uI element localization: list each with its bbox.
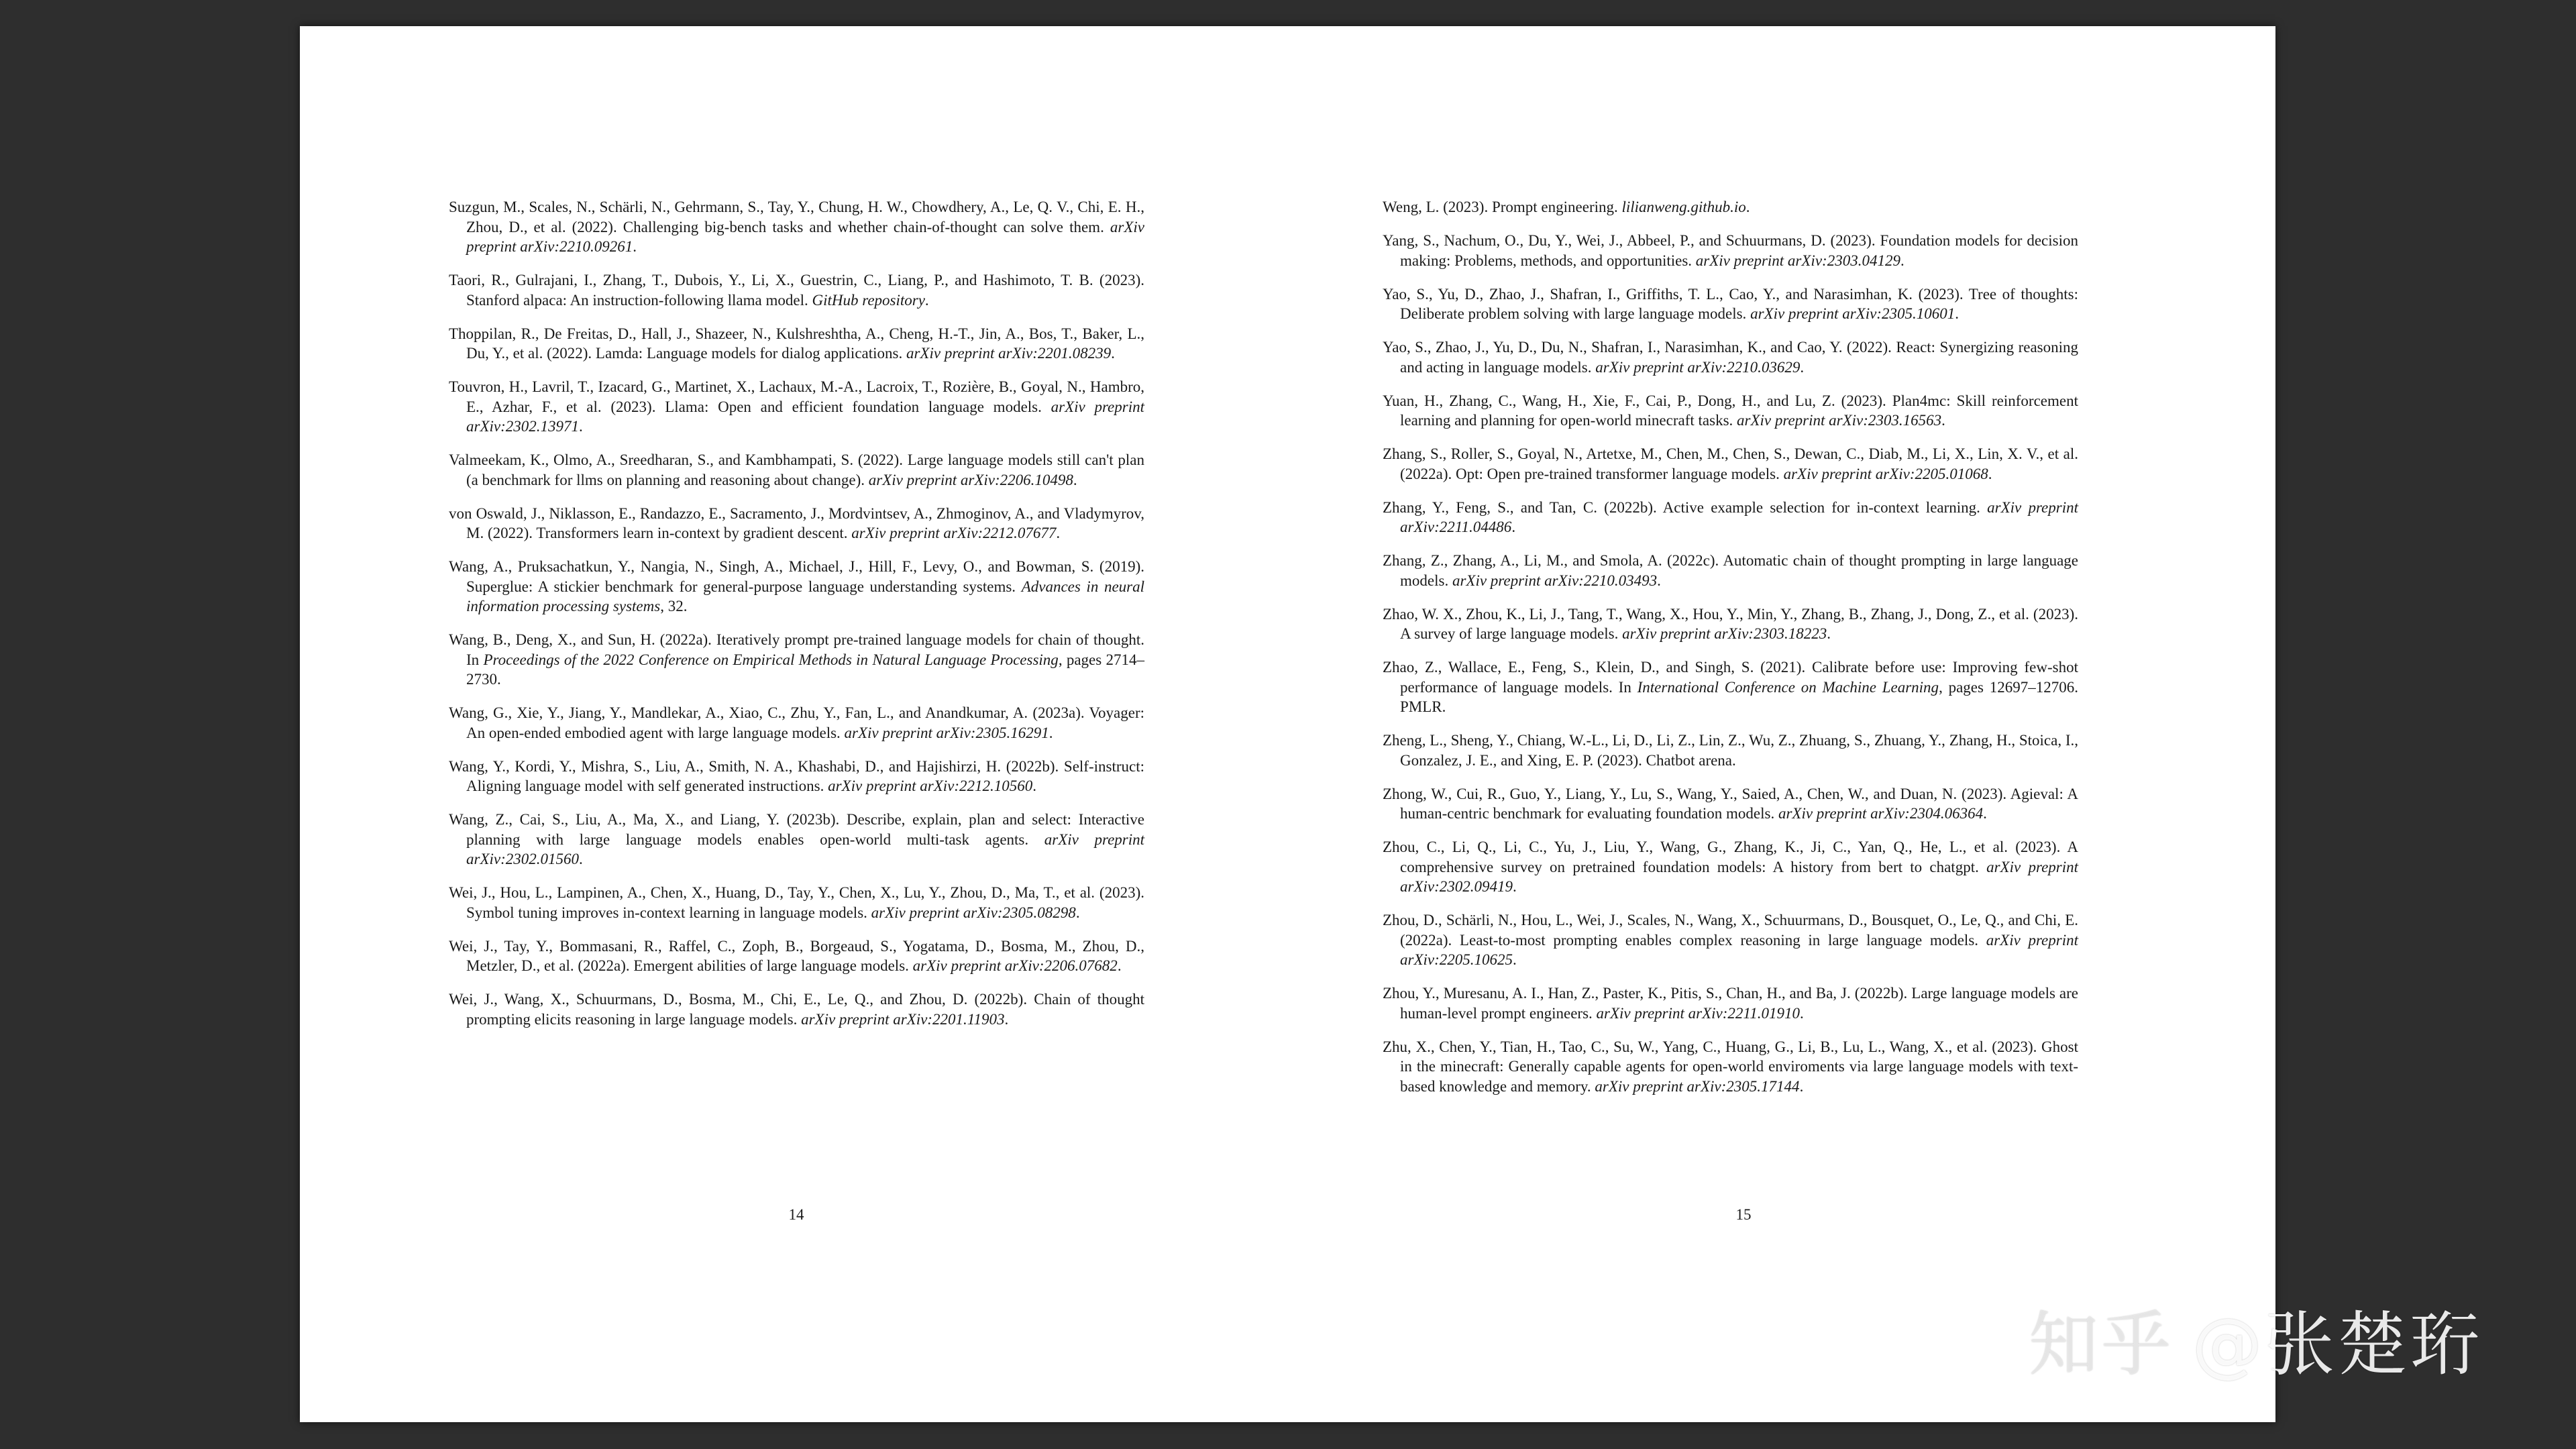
reference-entry <box>449 630 1144 690</box>
reference-venue: arXiv preprint arXiv:2205.10625 <box>1400 931 2078 968</box>
zhihu-logo: 知乎 <box>2029 1303 2174 1385</box>
reference-text: Zhao, Z., Wallace, E., Feng, S., Klein, D., and Singh, S. (2021). Calibrate before use: Improving few-shot performance of language models. In <box>1383 659 2078 696</box>
reference-tail: . <box>1827 625 1831 642</box>
reference-text: Taori, R., Gulrajani, I., Zhang, T., Dubois, Y., Li, X., Guestrin, C., Liang, P., and Hashimoto, T. B. (2023). Stanford alpaca: An instruction-following llama model. <box>449 272 1144 309</box>
reference-tail: . <box>1800 358 1805 376</box>
reference-venue: arXiv preprint arXiv:2212.07677 <box>851 525 1057 541</box>
reference-tail: . <box>1657 572 1661 589</box>
reference-entry <box>1383 284 2078 324</box>
reference-tail: . <box>1900 252 1904 269</box>
pdf-two-page-spread <box>300 26 2275 1422</box>
reference-entry <box>1383 837 2078 897</box>
reference-venue: arXiv preprint arXiv:2303.16563 <box>1737 412 1942 429</box>
reference-entry <box>449 270 1144 310</box>
reference-venue: International Conference on Machine Learning <box>1637 678 1939 696</box>
reference-text: von Oswald, J., Niklasson, E., Randazzo, E., Sacramento, J., Mordvintsev, A., Zhmoginov, A., and Vladymyrov, M. (2022). Transformers learn in-context by gradient descent. <box>449 504 1144 541</box>
reference-tail: . <box>579 851 583 867</box>
reference-text: Zhang, S., Roller, S., Goyal, N., Artetxe, M., Chen, M., Chen, S., Dewan, C., Diab, M., Li, X., Lin, X. V., et al. (2022a). Opt: Open pre-trained transformer language models. <box>1383 445 2078 482</box>
reference-venue: arXiv preprint arXiv:2210.03493 <box>1452 572 1658 589</box>
reference-text: Yuan, H., Zhang, C., Wang, H., Xie, F., Cai, P., Dong, H., and Lu, Z. (2023). Plan4mc: Skill reinforcement learning and planning for open-world minecraft tasks. <box>1383 392 2078 429</box>
reference-tail: . <box>1513 951 1517 968</box>
reference-venue: arXiv preprint arXiv:2201.11903 <box>801 1010 1005 1028</box>
reference-text: Valmeekam, K., Olmo, A., Sreedharan, S., and Kambhampati, S. (2022). Large language models still can't plan (a benchmark for llms on planning and reasoning about change). <box>449 451 1144 488</box>
reference-tail: . <box>1799 1004 1804 1022</box>
reference-venue: GitHub repository <box>812 291 925 309</box>
reference-entry <box>449 883 1144 922</box>
reference-entry <box>449 936 1144 976</box>
reference-tail: . <box>1004 1010 1009 1028</box>
reference-venue: Advances in neural information processing systems <box>466 578 1144 614</box>
reference-list <box>1383 197 2078 1110</box>
reference-entry <box>449 989 1144 1029</box>
reference-entry <box>1383 1037 2078 1097</box>
reference-venue: arXiv preprint arXiv:2303.04129 <box>1695 252 1900 269</box>
reference-entry <box>1383 731 2078 770</box>
page-left <box>300 26 1287 1422</box>
reference-venue: arXiv preprint arXiv:2303.18223 <box>1622 625 1827 642</box>
reference-tail: . <box>1111 345 1115 362</box>
reference-tail: . <box>1049 724 1053 741</box>
reference-venue: arXiv preprint arXiv:2302.01560 <box>466 830 1145 867</box>
reference-text: Yao, S., Yu, D., Zhao, J., Shafran, I., Griffiths, T. L., Cao, Y., and Narasimhan, K. (2023). Tree of thoughts: Deliberate problem solving with large language models. <box>1383 285 2078 322</box>
reference-tail: . <box>1056 525 1061 541</box>
reference-tail: , 32. <box>660 598 688 614</box>
reference-venue: arXiv preprint arXiv:2305.16291 <box>844 724 1049 741</box>
reference-venue: arXiv preprint arXiv:2305.08298 <box>871 904 1076 921</box>
reference-entry <box>1383 604 2078 644</box>
reference-text: Zhang, Y., Feng, S., and Tan, C. (2022b). Active example selection for in-context learning. <box>1383 498 1988 516</box>
reference-text: Zhao, W. X., Zhou, K., Li, J., Tang, T., Wang, X., Hou, Y., Min, Y., Zhang, B., Zhang, J., Dong, Z., et al. (2023). A survey of large language models. <box>1383 605 2078 642</box>
reference-venue: arXiv preprint arXiv:2210.09261 <box>466 218 1144 255</box>
reference-text: Yang, S., Nachum, O., Du, Y., Wei, J., Abbeel, P., and Schuurmans, D. (2023). Foundation models for decision making: Problems, methods, and opportunities. <box>1383 232 2078 269</box>
reference-text: Zhou, C., Li, Q., Li, C., Yu, J., Liu, Y., Wang, G., Zhang, K., Ji, C., Yan, Q., He, L., et al. (2023). A comprehensive survey on pretrained foundation models: A history from bert to chatgpt. <box>1383 839 2078 875</box>
reference-tail: . <box>1511 519 1516 535</box>
reference-entry <box>1383 983 2078 1023</box>
reference-entry <box>1383 337 2078 377</box>
reference-text: Wang, Z., Cai, S., Liu, A., Ma, X., and Liang, Y. (2023b). Describe, explain, plan and select: Interactive planning with large language models enables open-world multi-task agents. <box>449 811 1144 848</box>
reference-entry <box>1383 498 2078 537</box>
watermark-author: @张楚珩 <box>2192 1303 2483 1385</box>
page-right <box>1287 26 2275 1422</box>
reference-text: Wang, G., Xie, Y., Jiang, Y., Mandlekar, A., Xiao, C., Zhu, Y., Fan, L., and Anandkumar, A. (2023a). Voyager: An open-ended embodied agent with large language models. <box>449 704 1144 741</box>
reference-entry <box>449 450 1144 490</box>
reference-venue: arXiv preprint arXiv:2304.06364 <box>1778 805 1984 822</box>
reference-tail: . <box>1513 878 1517 895</box>
reference-text: Wei, J., Wang, X., Schuurmans, D., Bosma, M., Chi, E., Le, Q., and Zhou, D. (2022b). Chain of thought prompting elicits reasoning in large language models. <box>449 991 1144 1028</box>
reference-text: Yao, S., Zhao, J., Yu, D., Du, N., Shafran, I., Narasimhan, K., and Cao, Y. (2022). React: Synergizing reasoning and acting in language models. <box>1383 339 2078 376</box>
reference-venue: lilianweng.github.io <box>1621 199 1746 215</box>
reference-entry <box>449 197 1144 257</box>
reference-entry <box>449 324 1144 364</box>
reference-entry <box>1383 784 2078 824</box>
reference-tail: . <box>1988 465 1992 482</box>
reference-entry <box>449 703 1144 743</box>
reference-entry <box>449 557 1144 616</box>
reference-entry <box>1383 551 2078 590</box>
reference-venue: arXiv preprint arXiv:2205.01068 <box>1783 465 1988 482</box>
reference-text: Weng, L. (2023). Prompt engineering. <box>1383 199 1622 215</box>
reference-entry <box>1383 391 2078 431</box>
zhihu-watermark <box>2029 1298 2483 1385</box>
reference-text: Wei, J., Tay, Y., Bommasani, R., Raffel, C., Zoph, B., Borgeaud, S., Yogatama, D., Bosma, M., Zhou, D., Metzler, D., et al. (2022a). Emergent abilities of large language models. <box>449 937 1144 974</box>
reference-text: Thoppilan, R., De Freitas, D., Hall, J., Shazeer, N., Kulshreshtha, A., Cheng, H.-T., Jin, A., Bos, T., Baker, L., Du, Y., et al. (2022). Lamda: Language models for dialog applications. <box>449 325 1144 362</box>
reference-venue: arXiv preprint arXiv:2302.13971 <box>466 398 1145 435</box>
reference-text: Zhong, W., Cui, R., Guo, Y., Liang, Y., Lu, S., Wang, Y., Saied, A., Chen, W., and Duan, N. (2023). Agieval: A human-centric benchmark for evaluating foundation models. <box>1383 785 2078 822</box>
reference-entry <box>1383 231 2078 270</box>
reference-text: Zhou, Y., Muresanu, A. I., Han, Z., Paster, K., Pitis, S., Chan, H., and Ba, J. (2022b). Large language models are human-level prompt engineers. <box>1383 985 2078 1022</box>
reference-venue: Proceedings of the 2022 Conference on Empirical Methods in Natural Language Processing <box>483 651 1059 668</box>
reference-list <box>449 197 1144 1043</box>
reference-tail: . <box>633 238 637 255</box>
reference-entry <box>449 757 1144 796</box>
reference-venue: arXiv preprint arXiv:2305.17144 <box>1595 1077 1800 1095</box>
reference-tail: . <box>1983 805 1987 822</box>
reference-tail: . <box>1799 1077 1804 1095</box>
reference-text: Zheng, L., Sheng, Y., Chiang, W.-L., Li, D., Li, Z., Lin, Z., Wu, Z., Zhuang, S., Zhuang, Y., Zhang, H., Stoica, I., Gonzalez, J. E., and Xing, E. P. (2023). Chatbot arena. <box>1383 732 2078 769</box>
reference-text: Wang, Y., Kordi, Y., Mishra, S., Liu, A., Smith, N. A., Khashabi, D., and Hajishirzi, H. (2022b). Self-instruct: Aligning language model with self generated instructions. <box>449 757 1144 794</box>
reference-entry <box>1383 444 2078 484</box>
reference-tail: . <box>1032 777 1037 794</box>
reference-entry <box>1383 910 2078 970</box>
reference-venue: arXiv preprint arXiv:2210.03629 <box>1595 358 1801 376</box>
page-number: 14 <box>788 1206 804 1223</box>
reference-venue: arXiv preprint arXiv:2302.09419 <box>1400 858 2079 895</box>
reference-tail: . <box>1073 471 1077 488</box>
reference-tail: . <box>1746 199 1750 215</box>
reference-tail: , pages 12697–12706. PMLR. <box>1400 678 2078 715</box>
reference-text: Zhu, X., Chen, Y., Tian, H., Tao, C., Su, W., Yang, C., Huang, G., Li, B., Lu, L., Wang, X., et al. (2023). Ghost in the minecraft: Generally capable agents for open-world enviroments via large language models with text-based knowledge and memory. <box>1383 1038 2078 1095</box>
reference-tail: , pages 2714–2730. <box>466 651 1144 688</box>
reference-venue: arXiv preprint arXiv:2201.08239 <box>906 345 1112 362</box>
reference-tail: . <box>924 291 929 309</box>
reference-venue: arXiv preprint arXiv:2212.10560 <box>828 777 1033 794</box>
reference-venue: arXiv preprint arXiv:2206.10498 <box>868 471 1073 488</box>
reference-text: Wei, J., Hou, L., Lampinen, A., Chen, X., Huang, D., Tay, Y., Chen, X., Lu, Y., Zhou, D., Ma, T., et al. (2023). Symbol tuning improves in-context learning in language models. <box>449 884 1144 921</box>
reference-text: Wang, B., Deng, X., and Sun, H. (2022a). Iteratively prompt pre-trained language models for chain of thought. In <box>449 631 1144 668</box>
reference-entry <box>449 504 1144 543</box>
reference-entry <box>449 377 1144 437</box>
reference-tail: . <box>579 418 583 435</box>
reference-text: Suzgun, M., Scales, N., Schärli, N., Gehrmann, S., Tay, Y., Chung, H. W., Chowdhery, A., Le, Q. V., Chi, E. H., Zhou, D., et al. (2022). Challenging big-bench tasks and whether chain-of-thought can solve them. <box>449 199 1144 235</box>
reference-tail: . <box>1117 957 1122 974</box>
reference-venue: arXiv preprint arXiv:2305.10601 <box>1750 305 1955 322</box>
reference-tail: . <box>1075 904 1080 921</box>
reference-text: Zhang, Z., Zhang, A., Li, M., and Smola, A. (2022c). Automatic chain of thought prompting in large language models. <box>1383 552 2078 589</box>
reference-entry <box>449 810 1144 869</box>
reference-text: Zhou, D., Schärli, N., Hou, L., Wei, J., Scales, N., Wang, X., Schuurmans, D., Bousquet, O., Le, Q., and Chi, E. (2022a). Least-to-most prompting enables complex reasoning in large language models. <box>1383 912 2078 949</box>
reference-venue: arXiv preprint arXiv:2211.01910 <box>1596 1004 1800 1022</box>
reference-tail: . <box>1955 305 1959 322</box>
reference-tail: . <box>1941 412 1945 429</box>
reference-venue: arXiv preprint arXiv:2211.04486 <box>1400 498 2078 535</box>
reference-text: Touvron, H., Lavril, T., Izacard, G., Martinet, X., Lachaux, M.-A., Lacroix, T., Rozière, B., Goyal, N., Hambro, E., Azhar, F., et al. (2023). Llama: Open and efficient foundation language models. <box>449 378 1144 415</box>
reference-entry <box>1383 197 2078 217</box>
reference-entry <box>1383 657 2078 717</box>
page-number: 15 <box>1735 1206 1752 1223</box>
reference-venue: arXiv preprint arXiv:2206.07682 <box>912 957 1118 974</box>
reference-text: Wang, A., Pruksachatkun, Y., Nangia, N., Singh, A., Michael, J., Hill, F., Levy, O., and Bowman, S. (2019). Superglue: A stickier benchmark for general-purpose language understanding systems. <box>449 558 1144 595</box>
